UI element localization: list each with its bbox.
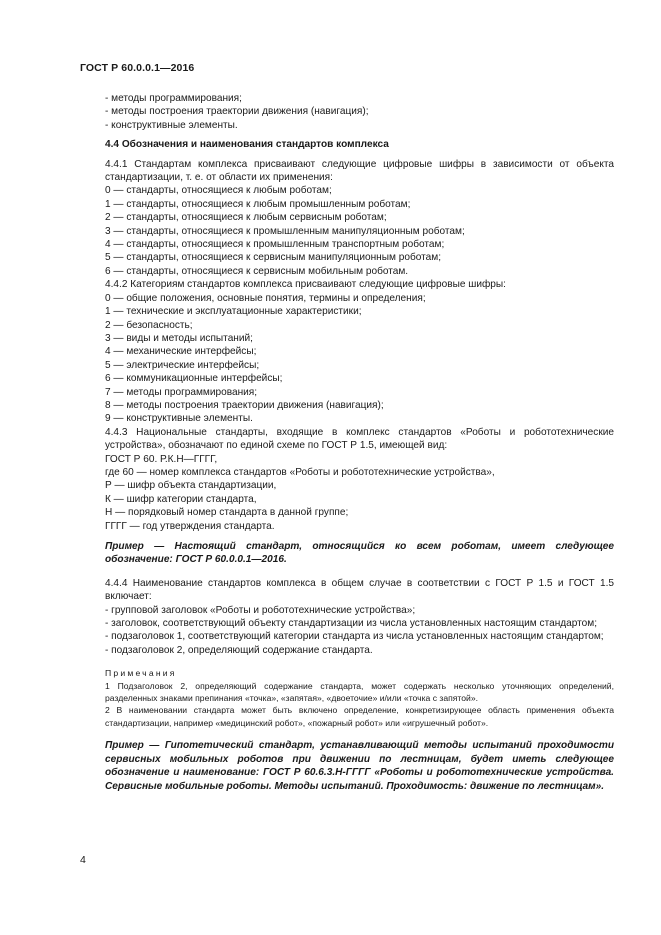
notes-block bbox=[80, 667, 614, 729]
intro-list-item: - методы построения траектории движения (навигация); bbox=[105, 106, 369, 118]
category-code-item: 3 — виды и методы испытаний; bbox=[105, 332, 253, 344]
document-header: ГОСТ Р 60.0.0.1—2016 bbox=[80, 62, 195, 74]
name-component-item: - подзаголовок 1, соответствующий категории стандарта из числа установленных настоящим стандартом; bbox=[105, 631, 604, 643]
object-code-item: 5 — стандарты, относящиеся к сервисным манипуляционным роботам; bbox=[105, 252, 442, 264]
category-code-item: 9 — конструктивные элементы. bbox=[105, 413, 253, 425]
example-hypothetical-standard: Пример — Гипотетический стандарт, устанавливающий методы испытаний проходимости сервисных мобильных роботов при движении по лестницам, будет иметь следующее обозначение и наименование: ГОСТ Р 60.6.3.Н-ГГГГ «Роботы и робототехнические устройства. Сервисные мобильные роботы. Методы испытаний. Проходимость: движение по лестницам». bbox=[105, 740, 614, 792]
paragraph-4-4-4: 4.4.4 Наименование стандартов комплекса в общем случае в соответствии с ГОСТ Р 1.5 и ГОСТ 1.5 включает: bbox=[105, 577, 614, 603]
example-designation: Пример — Настоящий стандарт, относящийся ко всем роботам, имеет следующее обозначение: ГОСТ Р 60.0.0.1—2016. bbox=[105, 541, 614, 566]
paragraph-4-4-1: 4.4.1 Стандартам комплекса присваивают следующие цифровые шифры в зависимости от объекта стандартизации, т. е. от области их применения: bbox=[105, 158, 614, 184]
scheme-line: где 60 — номер комплекса стандартов «Роботы и робототехнические устройства», bbox=[105, 466, 495, 478]
paragraph-4-4-2: 4.4.2 Категориям стандартов комплекса присваивают следующие цифровые шифры: bbox=[105, 279, 506, 291]
name-component-item: - групповой заголовок «Роботы и робототехнические устройства»; bbox=[105, 604, 416, 616]
category-code-item: 5 — электрические интерфейсы; bbox=[105, 359, 260, 371]
object-code-item: 3 — стандарты, относящиеся к промышленным манипуляционным роботам; bbox=[105, 225, 465, 237]
notes-title: Примечания bbox=[105, 668, 177, 679]
note-item: 1 Подзаголовок 2, определяющий содержание стандарта, может содержать несколько уточняющих определений, разделенных знаками препинания «точка», «запятая», «двоеточие» и/или «точка с запятой». bbox=[105, 680, 614, 704]
page-number: 4 bbox=[80, 854, 86, 866]
category-code-item: 8 — методы построения траектории движения (навигация); bbox=[105, 399, 384, 411]
object-code-item: 6 — стандарты, относящиеся к сервисным мобильным роботам. bbox=[105, 265, 409, 277]
object-code-item: 1 — стандарты, относящиеся к любым промышленным роботам; bbox=[105, 198, 411, 210]
category-code-item: 0 — общие положения, основные понятия, термины и определения; bbox=[105, 292, 426, 304]
scheme-line: Н — порядковый номер стандарта в данной группе; bbox=[105, 507, 349, 519]
category-code-item: 6 — коммуникационные интерфейсы; bbox=[105, 373, 283, 385]
intro-list-item: - конструктивные элементы. bbox=[105, 119, 238, 131]
scheme-line: Р — шифр объекта стандартизации, bbox=[105, 480, 277, 492]
scheme-line: ГГГГ — год утверждения стандарта. bbox=[105, 520, 275, 532]
category-code-item: 7 — методы программирования; bbox=[105, 386, 258, 398]
paragraph-4-4-3: 4.4.3 Национальные стандарты, входящие в комплекс стандартов «Роботы и робототехнические устройства», обозначают по единой схеме по ГОСТ Р 1.5, имеющей вид: bbox=[105, 426, 614, 452]
category-code-item: 1 — технические и эксплуатационные характеристики; bbox=[105, 306, 362, 318]
object-code-item: 2 — стандарты, относящиеся к любым сервисным роботам; bbox=[105, 212, 387, 224]
object-code-item: 4 — стандарты, относящиеся к промышленным транспортным роботам; bbox=[105, 239, 445, 251]
section-title: 4.4 Обозначения и наименования стандартов комплекса bbox=[105, 139, 389, 151]
object-code-item: 0 — стандарты, относящиеся к любым роботам; bbox=[105, 185, 332, 197]
document-body bbox=[80, 92, 614, 793]
name-component-item: - заголовок, соответствующий объекту стандартизации из числа установленных настоящим стандартом; bbox=[105, 618, 598, 630]
name-component-item: - подзаголовок 2, определяющий содержание стандарта. bbox=[105, 644, 373, 656]
scheme-line: ГОСТ Р 60. Р.К.Н—ГГГГ, bbox=[105, 453, 218, 465]
category-code-item: 2 — безопасность; bbox=[105, 319, 193, 331]
note-item: 2 В наименовании стандарта может быть включено определение, конкретизирующее область применения объекта стандартизации, например «медицинский робот», «пожарный робот» или «игрушечный робот». bbox=[105, 705, 614, 728]
scheme-line: К — шифр категории стандарта, bbox=[105, 493, 257, 505]
intro-list-item: - методы программирования; bbox=[105, 93, 242, 104]
category-code-item: 4 — механические интерфейсы; bbox=[105, 346, 257, 358]
